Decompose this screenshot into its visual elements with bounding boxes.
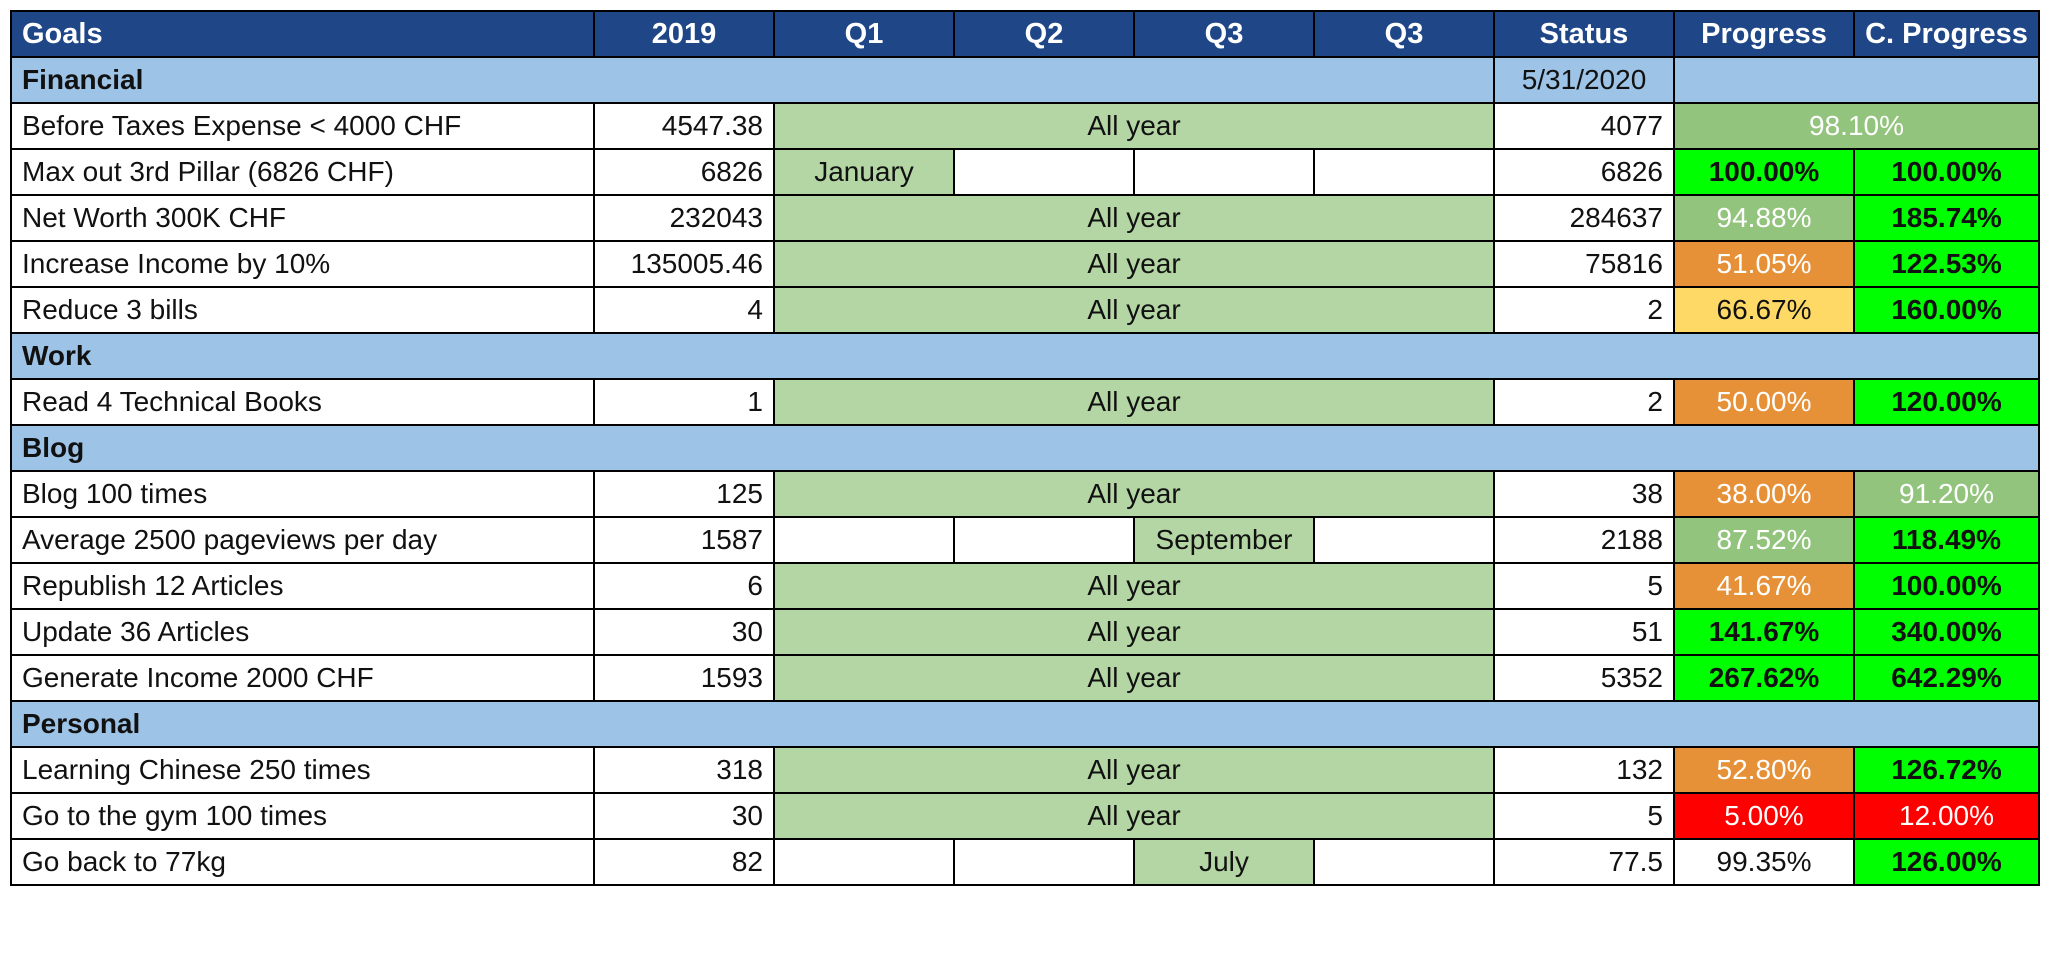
year-2019-cell[interactable]: 82	[594, 839, 774, 885]
table-row	[11, 287, 2039, 333]
year-2019-cell[interactable]: 4547.38	[594, 103, 774, 149]
period-cell[interactable]: July	[1134, 839, 1314, 885]
status-cell[interactable]: 5352	[1494, 655, 1674, 701]
q1-cell[interactable]	[774, 839, 954, 885]
progress-cell[interactable]: 141.67%	[1674, 609, 1854, 655]
period-cell[interactable]: All year	[774, 655, 1494, 701]
progress-cell[interactable]: 267.62%	[1674, 655, 1854, 701]
section-row-personal	[11, 701, 2039, 747]
table-row	[11, 103, 2039, 149]
status-cell[interactable]: 5	[1494, 793, 1674, 839]
header-q2[interactable]: Q2	[954, 11, 1134, 57]
status-date[interactable]: 5/31/2020	[1494, 57, 1674, 103]
c-progress-cell[interactable]: 642.29%	[1854, 655, 2039, 701]
goal-cell[interactable]: Update 36 Articles	[11, 609, 594, 655]
c-progress-cell[interactable]: 12.00%	[1854, 793, 2039, 839]
header-goals[interactable]: Goals	[11, 11, 594, 57]
c-progress-cell[interactable]: 100.00%	[1854, 149, 2039, 195]
header-status[interactable]: Status	[1494, 11, 1674, 57]
goal-cell[interactable]: Learning Chinese 250 times	[11, 747, 594, 793]
status-cell[interactable]: 2	[1494, 379, 1674, 425]
section-row-work	[11, 333, 2039, 379]
progress-cell[interactable]: 5.00%	[1674, 793, 1854, 839]
goal-cell[interactable]: Go back to 77kg	[11, 839, 594, 885]
goal-cell[interactable]: Blog 100 times	[11, 471, 594, 517]
q2-cell[interactable]	[954, 149, 1134, 195]
table-row	[11, 195, 2039, 241]
progress-cell[interactable]: 87.52%	[1674, 517, 1854, 563]
q3-cell[interactable]	[1134, 149, 1314, 195]
table-row	[11, 655, 2039, 701]
table-row	[11, 149, 2039, 195]
progress-cell[interactable]: 98.10%	[1674, 103, 2039, 149]
progress-cell[interactable]: 51.05%	[1674, 241, 1854, 287]
header-progress[interactable]: Progress	[1674, 11, 1854, 57]
period-cell[interactable]: All year	[774, 195, 1494, 241]
goals-table	[10, 10, 2040, 886]
progress-cell[interactable]: 100.00%	[1674, 149, 1854, 195]
table-row	[11, 471, 2039, 517]
goal-cell[interactable]: Net Worth 300K CHF	[11, 195, 594, 241]
status-cell[interactable]: 132	[1494, 747, 1674, 793]
year-2019-cell[interactable]: 6	[594, 563, 774, 609]
period-cell[interactable]: September	[1134, 517, 1314, 563]
header-2019[interactable]: 2019	[594, 11, 774, 57]
section-empty[interactable]	[1674, 57, 2039, 103]
status-cell[interactable]: 2188	[1494, 517, 1674, 563]
c-progress-cell[interactable]: 160.00%	[1854, 287, 2039, 333]
header-c-progress[interactable]: C. Progress	[1854, 11, 2039, 57]
q3-second-cell[interactable]	[1314, 517, 1494, 563]
section-row-financial	[11, 57, 2039, 103]
table-row	[11, 517, 2039, 563]
year-2019-cell[interactable]: 1593	[594, 655, 774, 701]
table-row	[11, 609, 2039, 655]
q2-cell[interactable]	[954, 839, 1134, 885]
period-cell[interactable]: All year	[774, 563, 1494, 609]
status-cell[interactable]: 6826	[1494, 149, 1674, 195]
period-cell[interactable]: All year	[774, 379, 1494, 425]
goal-cell[interactable]: Reduce 3 bills	[11, 287, 594, 333]
c-progress-cell[interactable]: 91.20%	[1854, 471, 2039, 517]
period-cell[interactable]: All year	[774, 471, 1494, 517]
goal-cell[interactable]: Increase Income by 10%	[11, 241, 594, 287]
goal-cell[interactable]: Max out 3rd Pillar (6826 CHF)	[11, 149, 594, 195]
year-2019-cell[interactable]: 1587	[594, 517, 774, 563]
progress-cell[interactable]: 50.00%	[1674, 379, 1854, 425]
table-row	[11, 839, 2039, 885]
status-cell[interactable]: 77.5	[1494, 839, 1674, 885]
goal-cell[interactable]: Before Taxes Expense < 4000 CHF	[11, 103, 594, 149]
table-row	[11, 241, 2039, 287]
table-row	[11, 793, 2039, 839]
c-progress-cell[interactable]: 340.00%	[1854, 609, 2039, 655]
period-cell[interactable]: All year	[774, 241, 1494, 287]
progress-cell[interactable]: 66.67%	[1674, 287, 1854, 333]
header-q3[interactable]: Q3	[1134, 11, 1314, 57]
header-q3-second[interactable]: Q3	[1314, 11, 1494, 57]
status-cell[interactable]: 38	[1494, 471, 1674, 517]
goal-cell[interactable]: Read 4 Technical Books	[11, 379, 594, 425]
period-cell[interactable]: All year	[774, 287, 1494, 333]
status-cell[interactable]: 51	[1494, 609, 1674, 655]
section-label[interactable]: Work	[11, 333, 2039, 379]
year-2019-cell[interactable]: 1	[594, 379, 774, 425]
year-2019-cell[interactable]: 6826	[594, 149, 774, 195]
year-2019-cell[interactable]: 30	[594, 609, 774, 655]
year-2019-cell[interactable]: 30	[594, 793, 774, 839]
period-cell[interactable]: January	[774, 149, 954, 195]
c-progress-cell[interactable]: 185.74%	[1854, 195, 2039, 241]
progress-cell[interactable]: 94.88%	[1674, 195, 1854, 241]
status-cell[interactable]: 75816	[1494, 241, 1674, 287]
header-q1[interactable]: Q1	[774, 11, 954, 57]
period-cell[interactable]: All year	[774, 103, 1494, 149]
table-row	[11, 563, 2039, 609]
goal-cell[interactable]: Generate Income 2000 CHF	[11, 655, 594, 701]
c-progress-cell[interactable]: 100.00%	[1854, 563, 2039, 609]
goal-cell[interactable]: Go to the gym 100 times	[11, 793, 594, 839]
period-cell[interactable]: All year	[774, 747, 1494, 793]
year-2019-cell[interactable]: 4	[594, 287, 774, 333]
section-label[interactable]: Personal	[11, 701, 2039, 747]
progress-cell[interactable]: 41.67%	[1674, 563, 1854, 609]
section-label[interactable]: Blog	[11, 425, 2039, 471]
table-row	[11, 747, 2039, 793]
period-cell[interactable]: All year	[774, 793, 1494, 839]
c-progress-cell[interactable]: 126.00%	[1854, 839, 2039, 885]
year-2019-cell[interactable]: 135005.46	[594, 241, 774, 287]
header-row	[11, 11, 2039, 57]
section-label[interactable]: Financial	[11, 57, 1494, 103]
progress-cell[interactable]: 52.80%	[1674, 747, 1854, 793]
c-progress-cell[interactable]: 118.49%	[1854, 517, 2039, 563]
q3-second-cell[interactable]	[1314, 839, 1494, 885]
status-cell[interactable]: 4077	[1494, 103, 1674, 149]
section-row-blog	[11, 425, 2039, 471]
status-cell[interactable]: 2	[1494, 287, 1674, 333]
q3-second-cell[interactable]	[1314, 149, 1494, 195]
status-cell[interactable]: 5	[1494, 563, 1674, 609]
q2-cell[interactable]	[954, 517, 1134, 563]
progress-cell[interactable]: 99.35%	[1674, 839, 1854, 885]
period-cell[interactable]: All year	[774, 609, 1494, 655]
year-2019-cell[interactable]: 125	[594, 471, 774, 517]
status-cell[interactable]: 284637	[1494, 195, 1674, 241]
c-progress-cell[interactable]: 120.00%	[1854, 379, 2039, 425]
year-2019-cell[interactable]: 318	[594, 747, 774, 793]
goal-cell[interactable]: Average 2500 pageviews per day	[11, 517, 594, 563]
table-row	[11, 379, 2039, 425]
progress-cell[interactable]: 38.00%	[1674, 471, 1854, 517]
goal-cell[interactable]: Republish 12 Articles	[11, 563, 594, 609]
c-progress-cell[interactable]: 126.72%	[1854, 747, 2039, 793]
c-progress-cell[interactable]: 122.53%	[1854, 241, 2039, 287]
year-2019-cell[interactable]: 232043	[594, 195, 774, 241]
q1-cell[interactable]	[774, 517, 954, 563]
